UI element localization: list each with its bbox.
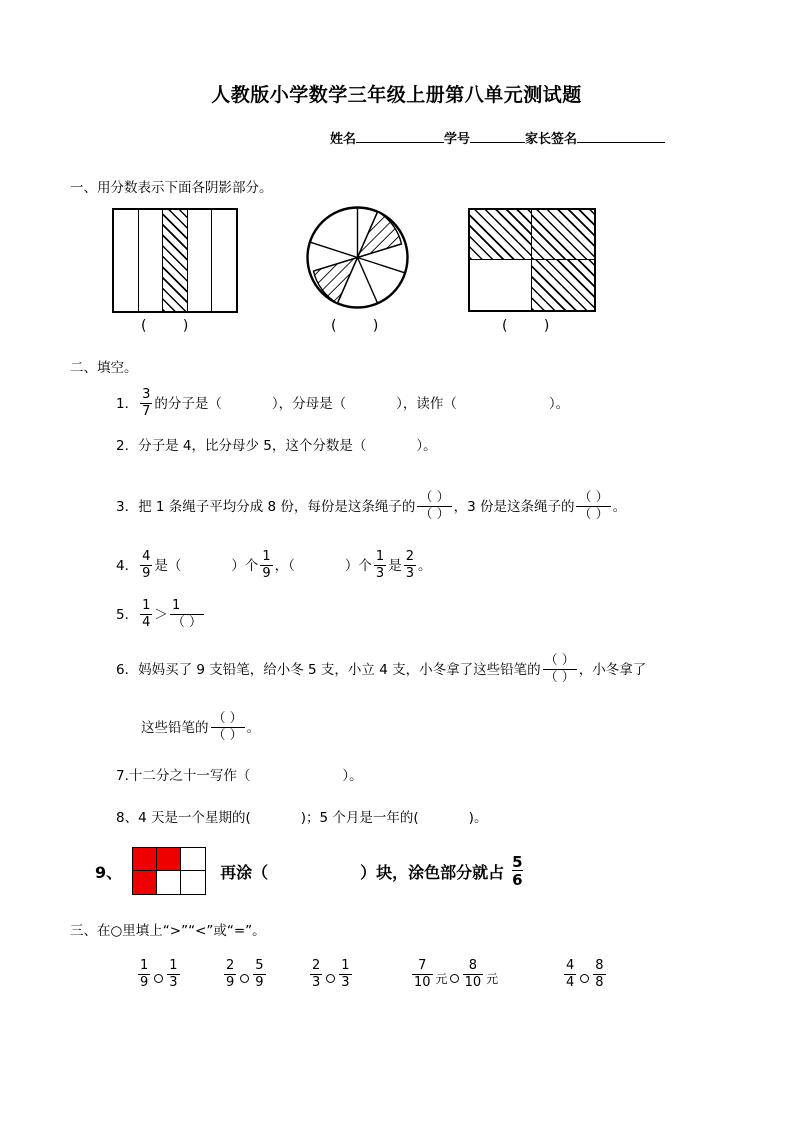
signature-blank[interactable] (577, 128, 665, 143)
comparison-4 (410, 960, 498, 990)
strip-4 (188, 210, 213, 311)
item-8-text-3: )。 (468, 810, 488, 826)
item-2-number: 2． (116, 438, 139, 454)
item-3-fraction-blank-2[interactable]: $\frac{( )}{( )}$ (578, 490, 609, 522)
item-4-text-1: 是（ (154, 558, 182, 575)
quad-cell-1-shaded (470, 210, 532, 260)
item-1-text-4: ）。 (548, 396, 570, 413)
section-three-heading: 三、在○里填上“>”“<”或“=”。 (70, 923, 266, 939)
fill-item-8 (116, 812, 487, 826)
comparison-1-right: $\frac{1}{3}$ (169, 958, 178, 990)
item-6-text-2: ，小冬拿了 (578, 662, 647, 679)
figure-2-answer-blank[interactable]: ( ) (331, 318, 395, 334)
comparison-5-right: $\frac{8}{8}$ (595, 958, 604, 990)
comparison-5-left: $\frac{4}{4}$ (566, 958, 575, 990)
comparison-3 (308, 960, 354, 990)
comparison-3-operator-blank[interactable] (326, 974, 335, 983)
quad-cell-3 (470, 260, 532, 310)
figure-3-answer-blank[interactable]: ( ) (502, 318, 566, 334)
shaded-cells-grid (132, 847, 206, 895)
item-1-number: 1． (116, 396, 139, 413)
comparison-4-left: $\frac{7}{10}$ (414, 958, 431, 990)
student-info-line (330, 128, 665, 147)
fill-item-6 (116, 655, 646, 685)
comparison-2-operator-blank[interactable] (240, 974, 249, 983)
item-4-number: 4． (116, 558, 139, 575)
item-3-fraction-blank-1[interactable]: $\frac{( )}{( )}$ (419, 490, 450, 522)
grid-cell-6 (181, 871, 205, 894)
item-2-tail: ）。 (416, 438, 437, 454)
strip-5 (212, 210, 236, 311)
id-blank[interactable] (470, 128, 525, 143)
item-1-text-1: 的分子是（ (154, 396, 222, 413)
item-9-text-2: ）块，涂色部分就占 (360, 862, 505, 882)
item-3-text-2: ，3 份是这条绳子的 (453, 499, 575, 516)
item-5-operator: ＞ (154, 607, 168, 624)
comparison-3-right: $\frac{1}{3}$ (341, 958, 350, 990)
item-4-text-5: 是 (388, 558, 402, 575)
strip-1 (114, 210, 139, 311)
comparison-4-right: $\frac{8}{10}$ (464, 958, 482, 990)
item-7-text: 十二分之十一写作（ (128, 768, 251, 784)
item-5-fraction-right-blank[interactable]: $\frac{1}{( )}$ (171, 598, 203, 630)
item-6-text-3: 。 (246, 720, 261, 737)
fill-item-9 (95, 847, 523, 895)
item-6-line2-text: 这些铅笔的 (141, 720, 209, 737)
item-1-fraction: $\frac{3}{7}$ (142, 387, 151, 419)
comparison-1-operator-blank[interactable] (154, 974, 163, 983)
comparison-row (0, 960, 793, 1010)
grid-cell-2-red (157, 848, 181, 871)
item-3-text-1: 把 1 条绳子平均分成 8 份，每份是这条绳子的 (138, 499, 416, 516)
item-8-number: 8、 (116, 810, 139, 826)
grid-cell-5 (157, 871, 181, 894)
signature-label: 家长签名 (525, 132, 578, 147)
item-6-number: 6． (116, 662, 139, 679)
strip-3-shaded (163, 210, 188, 311)
comparison-1-left: $\frac{1}{9}$ (140, 958, 149, 990)
fill-item-2 (116, 440, 437, 454)
page-title: 人教版小学数学三年级上册第八单元测试题 (211, 84, 582, 106)
comparison-5 (562, 960, 608, 990)
circle-eighths-figure (305, 205, 410, 310)
item-6-fraction-blank-2[interactable]: $\frac{( )}{( )}$ (212, 711, 243, 743)
id-label: 学号 (444, 132, 471, 147)
item-5-number: 5． (116, 607, 139, 624)
item-3-number: 3． (116, 499, 139, 516)
item-4-fraction-1: $\frac{4}{9}$ (142, 549, 151, 581)
item-2-text: 分子是 4，比分母少 5，这个分数是（ (138, 438, 367, 454)
square-quarters-figure (468, 208, 596, 312)
fill-item-4 (116, 551, 431, 581)
item-4-text-4: ）个 (344, 558, 372, 575)
fill-item-3 (116, 492, 626, 522)
comparison-5-operator-blank[interactable] (580, 974, 589, 983)
comparison-2-right: $\frac{5}{9}$ (255, 958, 264, 990)
item-5-fraction-left: $\frac{1}{4}$ (142, 598, 151, 630)
item-3-text-3: 。 (612, 499, 627, 516)
comparison-4-operator-blank[interactable] (450, 974, 459, 983)
item-4-fraction-4: $\frac{2}{3}$ (405, 549, 414, 581)
quad-cell-2-shaded (532, 210, 594, 260)
name-label: 姓名 (330, 132, 357, 147)
strip-2 (139, 210, 164, 311)
item-9-fraction: $\frac{5}{6}$ (512, 852, 523, 889)
comparison-4-right-unit: 元 (486, 971, 499, 986)
item-9-number: 9、 (95, 862, 123, 882)
item-1-text-3: ），读作（ (396, 396, 457, 413)
item-7-tail: ）。 (342, 768, 363, 784)
item-8-text-2: )；5 个月是一年的( (300, 810, 419, 826)
grid-cell-1-red (133, 848, 157, 871)
rectangle-fifths-figure (112, 208, 238, 313)
item-4-text-3: ，（ (274, 558, 295, 575)
item-8-text-1: 4 天是一个星期的( (138, 810, 251, 826)
item-6-text-1: 妈妈买了 9 支铅笔，给小冬 5 支，小立 4 支，小冬拿了这些铅笔的 (138, 662, 541, 679)
comparison-4-left-unit: 元 (435, 971, 448, 986)
name-blank[interactable] (356, 128, 444, 143)
grid-cell-4-red (133, 871, 157, 894)
item-4-text-2: ）个 (231, 558, 259, 575)
section-two-heading: 二、填空。 (70, 360, 138, 376)
item-1-text-2: ），分母是（ (271, 396, 347, 413)
section-one-heading: 一、用分数表示下面各阴影部分。 (70, 180, 273, 196)
fill-item-5 (116, 600, 206, 630)
fill-item-1 (116, 389, 569, 419)
figure-1-answer-blank[interactable]: ( ) (141, 318, 205, 334)
item-7-number: 7. (116, 768, 129, 784)
item-4-fraction-3: $\frac{1}{3}$ (375, 549, 385, 581)
fill-item-7 (116, 770, 363, 784)
figures-row (0, 200, 793, 340)
comparison-2 (222, 960, 268, 990)
grid-cell-3 (181, 848, 205, 871)
comparison-2-left: $\frac{2}{9}$ (226, 958, 235, 990)
item-4-fraction-2: $\frac{1}{9}$ (262, 549, 271, 581)
item-6-fraction-blank-1[interactable]: $\frac{( )}{( )}$ (544, 653, 575, 685)
comparison-1 (136, 960, 182, 990)
item-4-text-6: 。 (417, 558, 432, 575)
comparison-3-left: $\frac{2}{3}$ (312, 958, 321, 990)
fill-item-6-line2 (141, 713, 260, 743)
quad-cell-4-shaded (532, 260, 594, 310)
item-9-text-1: 再涂（ (220, 862, 269, 882)
